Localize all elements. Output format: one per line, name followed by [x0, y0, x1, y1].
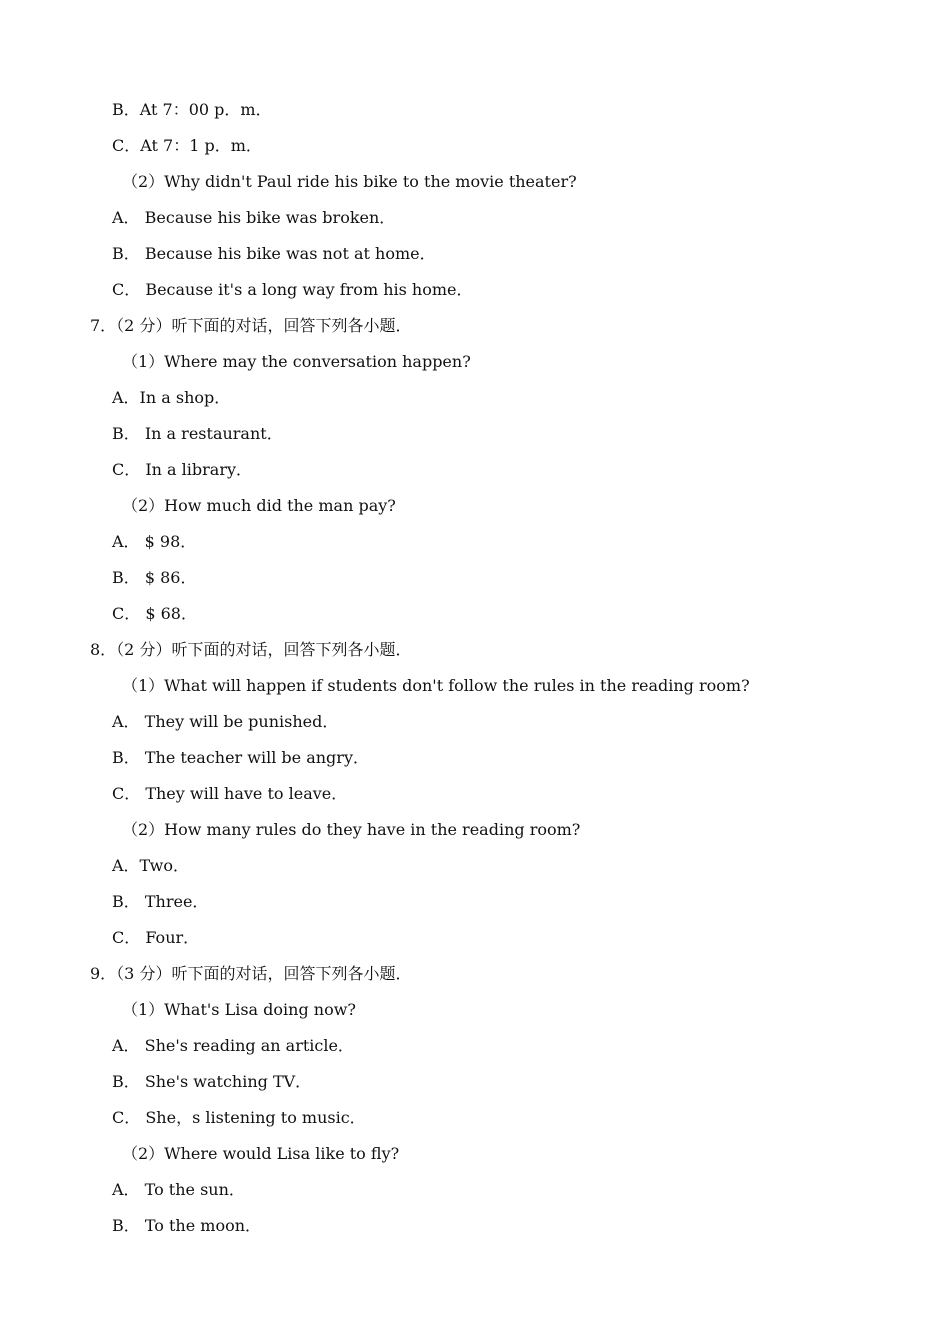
sub-question: （1）Where may the conversation happen?: [122, 352, 471, 371]
option-line: A． They will be punished．: [112, 712, 339, 731]
question-heading: 7．（2 分）听下面的对话，回答下列各小题．: [90, 316, 412, 335]
option-line: A．In a shop．: [112, 388, 231, 407]
option-line: C． She，s listening to music．: [112, 1108, 366, 1127]
question-heading: 8．（2 分）听下面的对话，回答下列各小题．: [90, 640, 412, 659]
sub-question: （2）Where would Lisa like to fly?: [122, 1144, 400, 1163]
option-line: B．At 7：00 p．m．: [112, 100, 272, 119]
option-line: B． $ 86．: [112, 568, 197, 587]
option-line: B． To the moon．: [112, 1216, 262, 1235]
sub-question: （2）How many rules do they have in the reading room?: [122, 820, 581, 839]
option-line: C． $ 68．: [112, 604, 197, 623]
option-line: B． Because his bike was not at home．: [112, 244, 436, 263]
option-line: C． Four．: [112, 928, 200, 947]
option-line: A． She's reading an article．: [112, 1036, 354, 1055]
option-line: A．Two．: [112, 856, 189, 875]
option-line: C． Because it's a long way from his home．: [112, 280, 473, 299]
option-line: B． Three．: [112, 892, 209, 911]
option-line: A． To the sun．: [112, 1180, 245, 1199]
question-heading: 9．（3 分）听下面的对话，回答下列各小题．: [90, 964, 412, 983]
option-line: A． Because his bike was broken．: [112, 208, 396, 227]
option-line: B． She's watching TV．: [112, 1072, 312, 1091]
sub-question: （2）How much did the man pay?: [122, 496, 396, 515]
option-line: C． In a library．: [112, 460, 253, 479]
sub-question: （2）Why didn't Paul ride his bike to the movie theater?: [122, 172, 577, 191]
option-line: C．At 7：1 p．m．: [112, 136, 262, 155]
sub-question: （1）What will happen if students don't follow the rules in the reading room?: [122, 676, 750, 695]
option-line: B． The teacher will be angry．: [112, 748, 369, 767]
option-line: C． They will have to leave．: [112, 784, 348, 803]
option-line: A． $ 98．: [112, 532, 197, 551]
sub-question: （1）What's Lisa doing now?: [122, 1000, 357, 1019]
option-line: B． In a restaurant．: [112, 424, 283, 443]
